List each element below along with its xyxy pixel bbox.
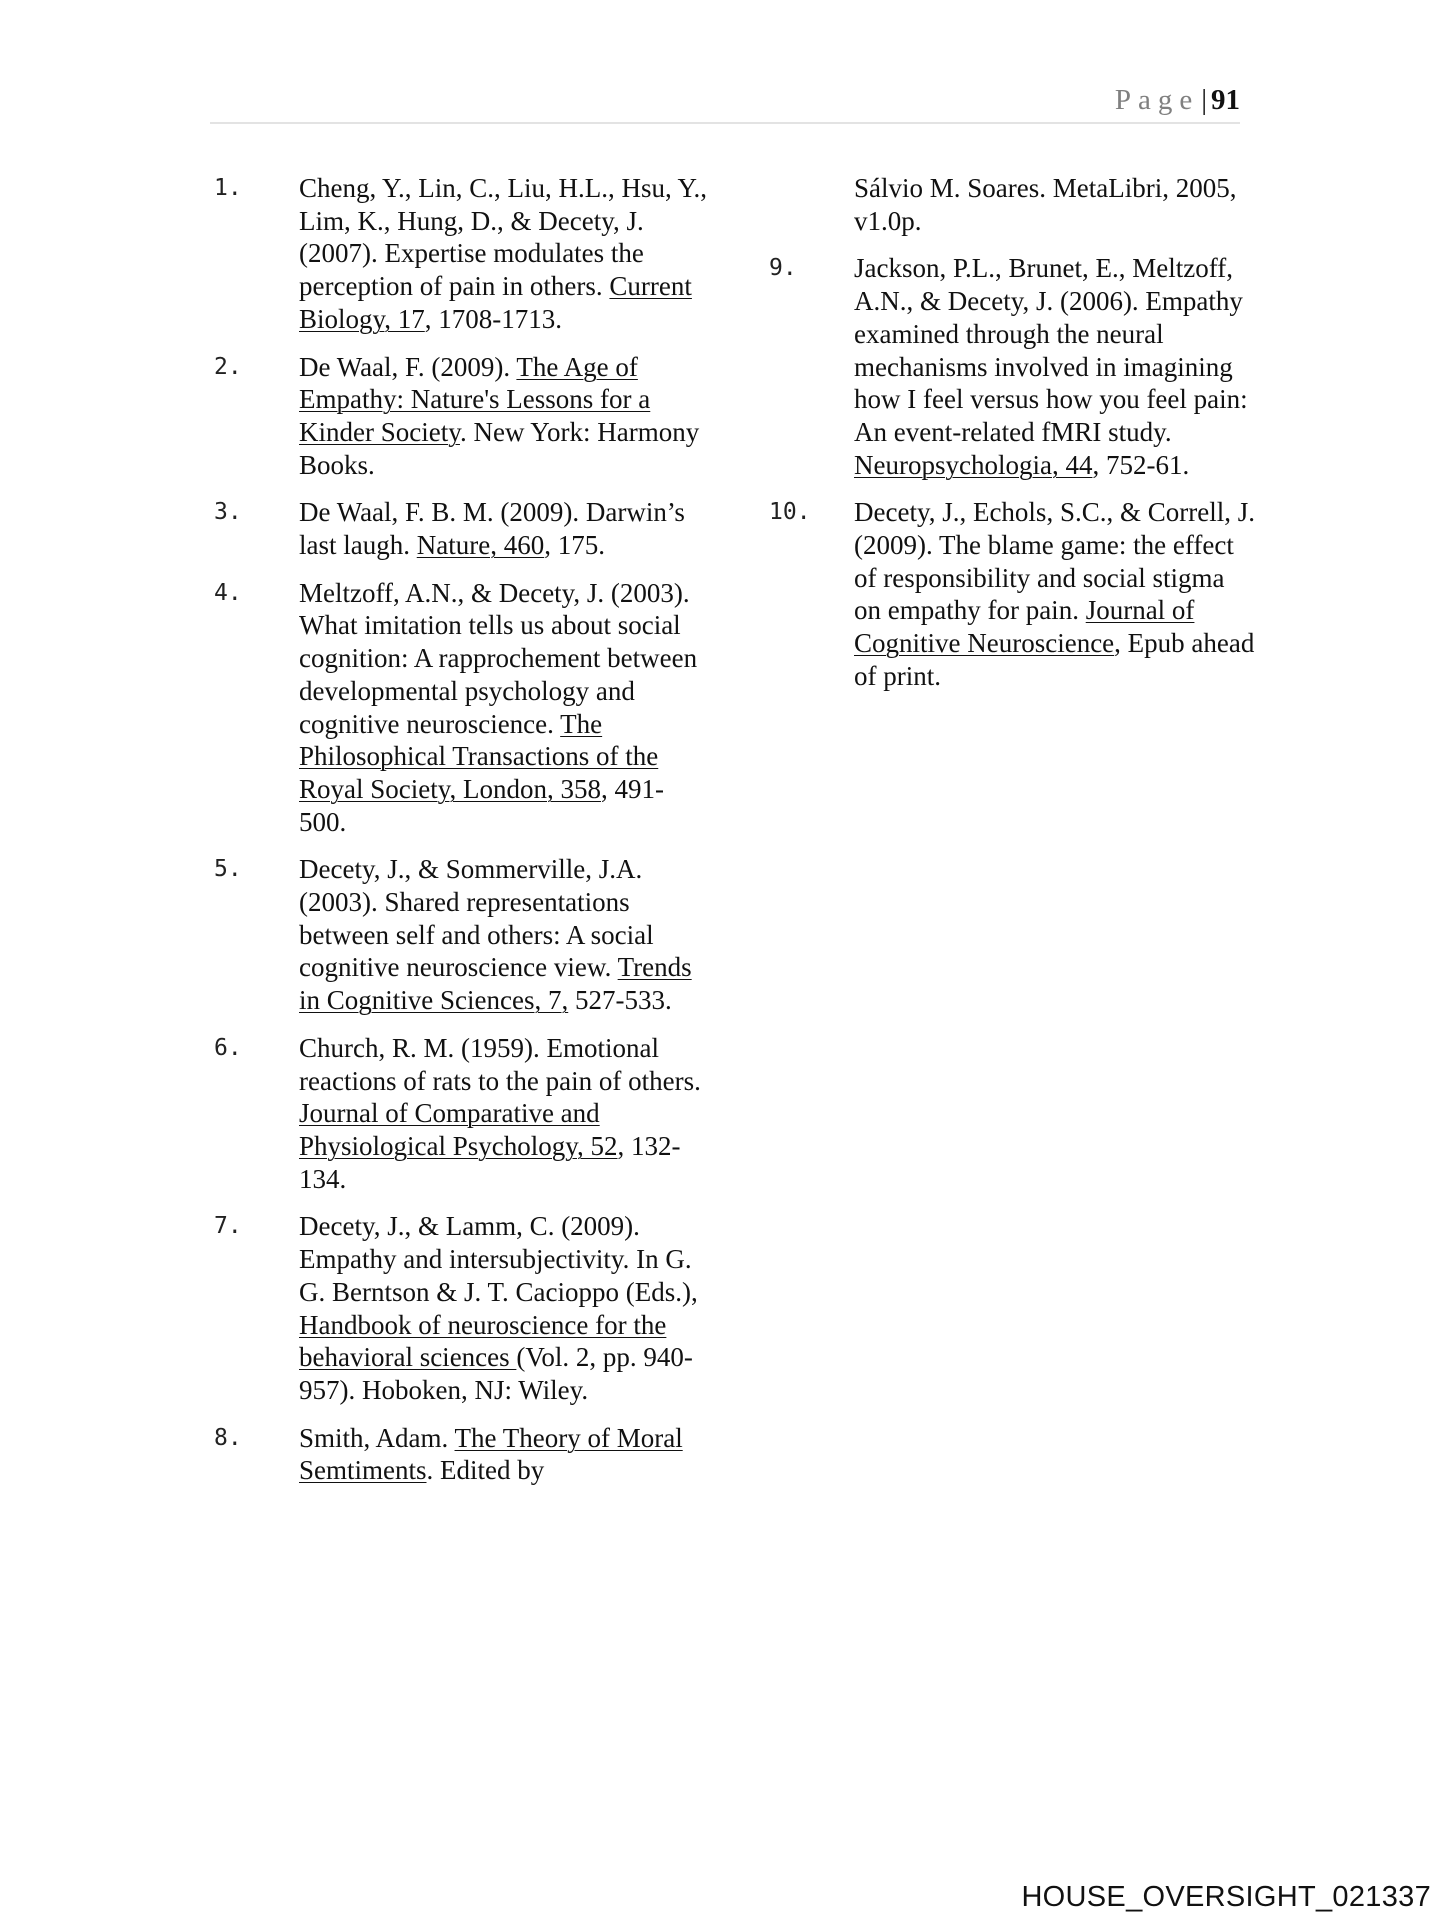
references-column-left (210, 172, 710, 1502)
page-number: 91 (1211, 84, 1240, 116)
reference-pages: , 1708-1713. (424, 303, 563, 334)
reference-number: 9. (769, 255, 797, 282)
reference-number: 3. (214, 499, 242, 526)
reference-text (299, 172, 710, 336)
page-label: Page (1114, 84, 1200, 116)
reference-source: The Philosophical Transactions of the Royal Society, London, 358 (299, 708, 659, 804)
reference-authors-title: Church, R. M. (1959). Emotional reactions of rats to the pain of others. (299, 1032, 701, 1096)
reference-item (210, 172, 710, 336)
reference-authors-title: Decety, J., & Lamm, C. (2009). Empathy and intersubjectivity. In G. G. Berntson & J. T. Cacioppo (Eds.), (299, 1211, 698, 1307)
reference-pages: , 752-61. (1092, 449, 1190, 480)
reference-number: 10. (769, 499, 811, 526)
reference-number: 1. (214, 175, 242, 201)
page-header (210, 82, 1240, 124)
reference-text (299, 1210, 710, 1406)
reference-pages: (Vol. 2, pp. 940-957). Hoboken, NJ: Wiley. (299, 1342, 693, 1405)
reference-text (854, 252, 1255, 481)
reference-pages: , 491-500. (299, 773, 664, 837)
reference-source: Handbook of neuroscience for the behavioral sciences (299, 1309, 667, 1373)
reference-number: 8. (214, 1424, 242, 1451)
reference-number: 6. (214, 1034, 242, 1061)
reference-authors-title: Jackson, P.L., Brunet, E., Meltzoff, A.N., & Decety, J. (2006). Empathy examined through the neural mechanisms involved in imagining how I feel versus how you feel pain: An event-related fMRI study. (854, 253, 1248, 447)
reference-pages: , Epub ahead of print. (854, 628, 1255, 691)
reference-number: 7. (214, 1213, 242, 1240)
reference-source: The Theory of Moral Semtiments (299, 1422, 683, 1486)
reference-pages: , 175. (544, 530, 605, 561)
reference-item (765, 496, 1255, 692)
reference-authors-title: Meltzoff, A.N., & Decety, J. (2003). What imitation tells us about social cognition: A rapprochement between developmental psychology and cognitive neuroscience. (299, 577, 698, 739)
reference-pages: , 132-134. (299, 1130, 681, 1194)
reference-source: Trends in Cognitive Sciences, 7, (299, 952, 692, 1016)
reference-item (210, 496, 710, 561)
reference-item (765, 252, 1255, 481)
reference-text (299, 496, 710, 561)
bates-stamp: HOUSE_OVERSIGHT_021337 (1021, 1881, 1431, 1913)
page-indicator (1115, 82, 1240, 118)
reference-source: Journal of Comparative and Physiological Psychology, 52 (299, 1098, 618, 1161)
reference-authors-title: Cheng, Y., Lin, C., Liu, H.L., Hsu, Y., Lim, K., Hung, D., & Decety, J. (2007). Expertise modulates the perception of pain in others. (299, 173, 708, 302)
reference-item (210, 853, 710, 1017)
reference-number: 5. (214, 856, 242, 883)
reference-item (210, 1422, 710, 1487)
reference-pages: 527-533. (568, 985, 672, 1016)
reference-text (299, 1422, 710, 1487)
reference-item (210, 1210, 710, 1406)
reference-continuation-text: Sálvio M. Soares. MetaLibri, 2005, v1.0p. (854, 173, 1237, 236)
reference-text (299, 351, 710, 482)
reference-source: Neuropsychologia, 44 (854, 449, 1093, 480)
reference-authors-title: Decety, J., & Sommerville, J.A. (2003). Shared representations between self and others: A social cognitive neuroscience view. (299, 854, 654, 983)
reference-item (210, 351, 710, 482)
reference-text (299, 577, 710, 839)
reference-item (210, 1032, 710, 1196)
reference-source: Journal of Cognitive Neuroscience (854, 595, 1195, 659)
reference-text (299, 1032, 710, 1196)
page-separator: | (1201, 84, 1207, 116)
reference-source: Nature, 460 (416, 530, 545, 561)
reference-source: Current Biology, 17 (299, 271, 692, 334)
reference-number: 2. (214, 353, 242, 380)
reference-number: 4. (214, 579, 242, 606)
reference-pages: . New York: Harmony Books. (299, 416, 700, 480)
reference-authors-title: De Waal, F. B. M. (2009). Darwin’s last laugh. (299, 497, 685, 561)
reference-pages: . Edited by (426, 1455, 545, 1486)
reference-item (210, 577, 710, 839)
reference-authors-title: De Waal, F. (2009). (299, 351, 517, 382)
reference-authors-title: Smith, Adam. (299, 1422, 455, 1453)
reference-source: The Age of Empathy: Nature's Lessons for a Kinder Society (299, 351, 651, 447)
reference-authors-title: Decety, J., Echols, S.C., & Correll, J. (2009). The blame game: the effect of responsibility and social stigma on empathy for pain. (854, 497, 1255, 626)
reference-text (299, 853, 710, 1017)
reference-continuation (765, 172, 1255, 237)
reference-text (854, 496, 1255, 692)
references-column-right (765, 172, 1255, 708)
